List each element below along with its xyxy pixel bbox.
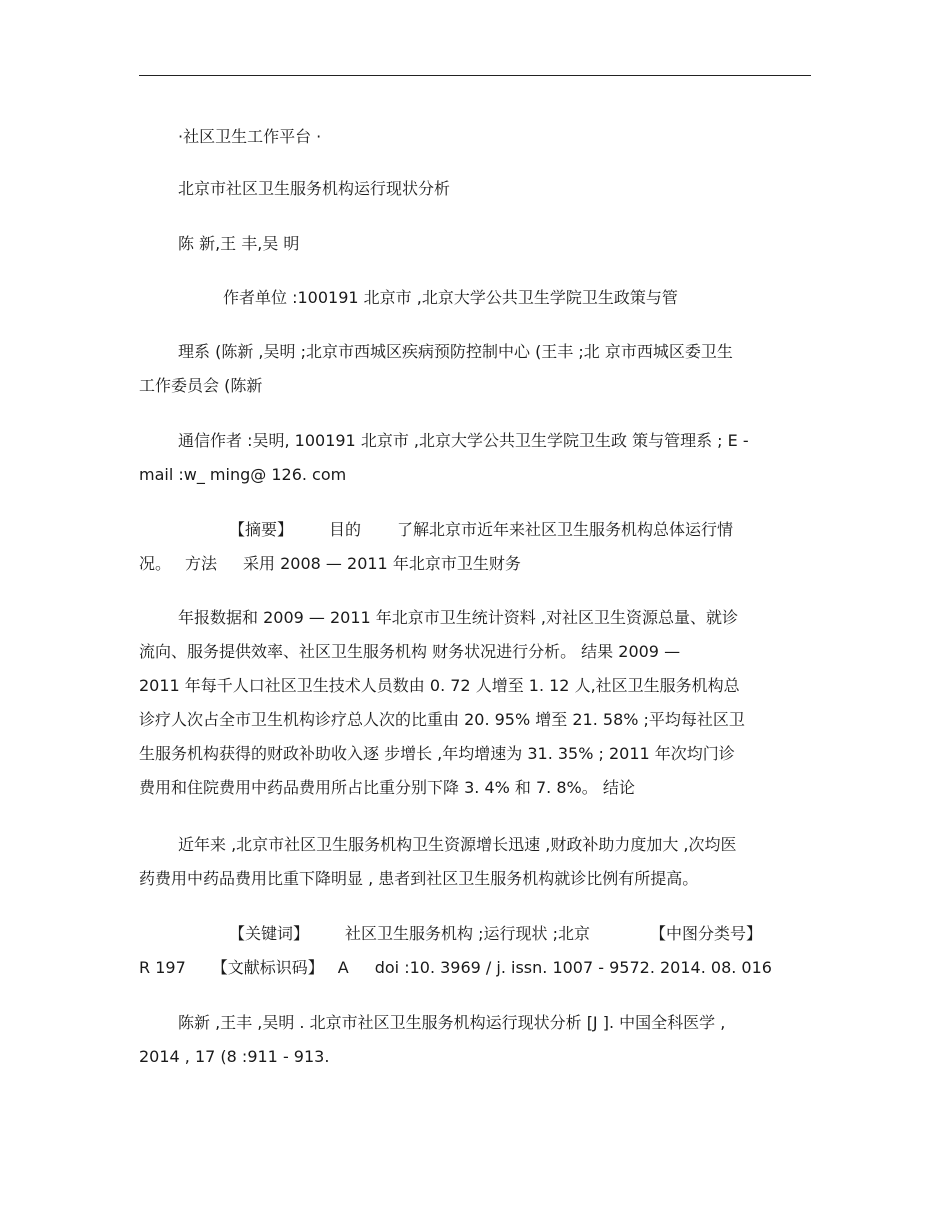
author-list: 陈 新,王 丰,吴 明 <box>178 234 300 253</box>
affiliation-line-3: 工作委员会 (陈新 <box>139 376 263 395</box>
clc-value: R 197 <box>139 958 186 977</box>
conclusion-block <box>139 828 811 896</box>
paper-title: 北京市社区卫生服务机构运行现状分析 <box>178 179 451 198</box>
keywords-block <box>139 917 811 985</box>
abstract-body-block <box>139 601 811 805</box>
objective-label: 目的 <box>329 520 362 539</box>
correspondence-line-1: 通信作者 :吴明, 100191 北京市 ,北京大学公共卫生学院卫生政 策与管理系 ; E - <box>178 431 749 450</box>
column-label: ·社区卫生工作平台 · <box>178 127 322 146</box>
keywords-value: 社区卫生服务机构 ;运行现状 ;北京 <box>345 924 590 943</box>
objective-text-1: 了解北京市近年来社区卫生服务机构总体运行情 <box>397 520 734 539</box>
citation-line-1: 陈新 ,王丰 ,吴明 . 北京市社区卫生服务机构运行现状分析 [J ]. 中国全科医学 , <box>178 1013 726 1032</box>
methods-label: 方法 <box>185 554 218 573</box>
citation-block <box>139 1006 811 1074</box>
citation-line-2: 2014 , 17 (8 :911 - 913. <box>139 1047 330 1066</box>
abstract-line-1 <box>139 513 811 547</box>
objective-text-2: 况。 <box>139 554 172 573</box>
keywords-line <box>139 917 811 951</box>
abstract-label: 【摘要】 <box>229 520 294 539</box>
header-rule <box>139 75 811 76</box>
affiliation-block-cont <box>139 335 811 403</box>
keywords-label: 【关键词】 <box>229 924 310 943</box>
doi: doi :10. 3969 / j. issn. 1007 - 9572. 2014. 08. 016 <box>374 958 772 977</box>
abstract-body-line: 生服务机构获得的财政补助收入逐 步增长 ,年均增速为 31. 35% ; 2011 年次均门诊 <box>139 744 735 763</box>
methods-text-1: 采用 2008 — 2011 年北京市卫生财务 <box>243 554 521 573</box>
affiliation-line-1: 作者单位 :100191 北京市 ,北京大学公共卫生学院卫生政策与管 <box>223 288 678 307</box>
correspondence-block <box>139 424 811 492</box>
abstract-body-line: 2011 年每千人口社区卫生技术人员数由 0. 72 人增至 1. 12 人,社区卫生服务机构总 <box>139 676 740 695</box>
doc-code-label: 【文献标识码】 <box>211 958 324 977</box>
abstract-body-line: 年报数据和 2009 — 2011 年北京市卫生统计资料 ,对社区卫生资源总量、就诊 <box>178 608 738 627</box>
correspondence-line-2: mail :w_ ming@ 126. com <box>139 465 347 484</box>
conclusion-line: 药费用中药品费用比重下降明显 , 患者到社区卫生服务机构就诊比例有所提高。 <box>139 869 699 888</box>
abstract-body-line: 费用和住院费用中药品费用所占比重分别下降 3. 4% 和 7. 8%。 结论 <box>139 778 635 797</box>
abstract-head-block <box>139 513 811 581</box>
conclusion-line: 近年来 ,北京市社区卫生服务机构卫生资源增长迅速 ,财政补助力度加大 ,次均医 <box>178 835 737 854</box>
clc-label: 【中图分类号】 <box>649 924 762 943</box>
affiliation-line-2: 理系 (陈新 ,吴明 ;北京市西城区疾病预防控制中心 (王丰 ;北 京市西城区委卫生 <box>178 342 733 361</box>
column-label-block <box>139 120 811 154</box>
affiliation-block <box>139 281 811 315</box>
doc-code-value: A <box>337 958 349 977</box>
identifiers-line <box>139 951 811 985</box>
authors-block <box>139 227 811 261</box>
abstract-line-2 <box>139 547 811 581</box>
abstract-body-line: 诊疗人次占全市卫生机构诊疗总人次的比重由 20. 95% 增至 21. 58% ;平均每社区卫 <box>139 710 745 729</box>
abstract-body-line: 流向、服务提供效率、社区卫生服务机构 财务状况进行分析。 结果 2009 — <box>139 642 681 661</box>
title-block <box>139 172 811 206</box>
